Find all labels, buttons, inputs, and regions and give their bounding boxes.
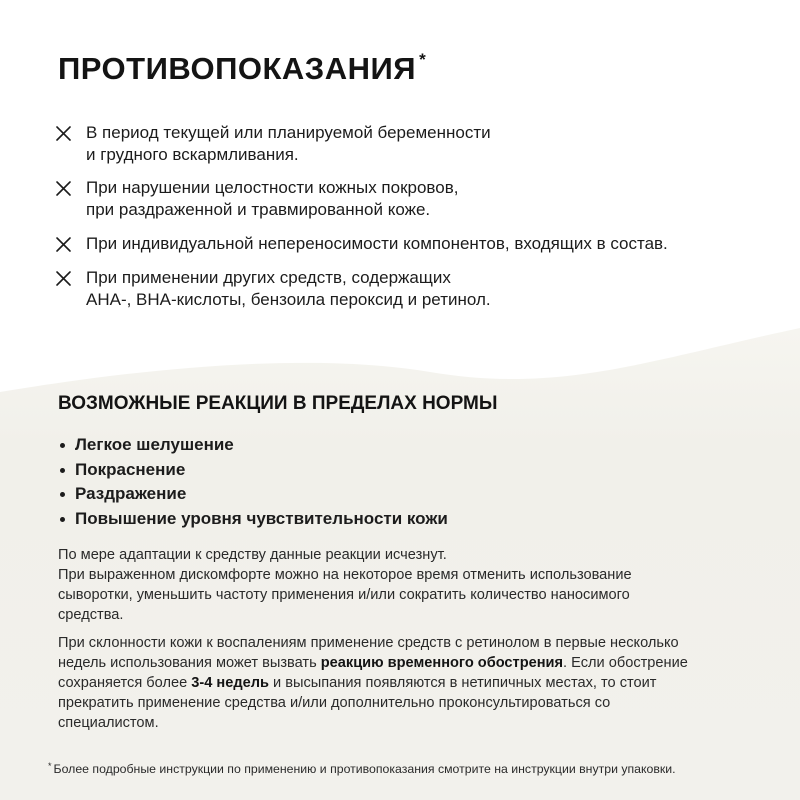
contraindication-text: В период текущей или планируемой беременности bbox=[86, 123, 491, 142]
cross-icon bbox=[55, 125, 72, 142]
contraindication-text: при раздраженной и травмированной коже. bbox=[86, 200, 431, 219]
contraindication-text: При нарушении целостности кожных покровов, bbox=[86, 178, 459, 197]
title-asterisk: * bbox=[419, 50, 427, 69]
reactions-title: ВОЗМОЖНЫЕ РЕАКЦИИ В ПРЕДЕЛАХ НОРМЫ bbox=[58, 393, 498, 414]
contraindication-text: При индивидуальной непереносимости компонентов, входящих в состав. bbox=[86, 234, 668, 253]
contraindications-title: ПРОТИВОПОКАЗАНИЯ * bbox=[58, 50, 427, 86]
adaptation-paragraph: По мере адаптации к средству данные реакции исчезнут. При выраженном дискомфорте можно на некоторое время отменить использование сыворотки, уменьшить частоту применения и/или сократить количество наносимого средства. bbox=[58, 547, 632, 623]
contraindication-item bbox=[54, 267, 774, 311]
bullet-icon bbox=[60, 517, 65, 522]
contraindication-item bbox=[54, 177, 774, 221]
contraindication-text: АНА-, ВНА-кислоты, бензоила пероксид и ретинол. bbox=[86, 290, 491, 309]
footnote-asterisk: * bbox=[48, 761, 52, 771]
retinol-paragraph: При склонности кожи к воспалениям применение средств с ретинолом в первые несколько недель использования может вызвать реакцию временного обострения. Если обострение сохраняется более 3-4 недель и высыпания появляются в нетипичных местах, то стоит прекратить применение средства и/или дополнительно проконсультироваться со специалистом. bbox=[58, 635, 688, 731]
reaction-item: Раздражение bbox=[58, 482, 448, 507]
contraindication-item bbox=[54, 122, 774, 166]
bullet-icon bbox=[60, 443, 65, 448]
contraindications-list bbox=[54, 122, 774, 311]
bold-phrase: реакцию временного обострения bbox=[320, 655, 564, 671]
cross-icon bbox=[55, 270, 72, 287]
reaction-item: Легкое шелушение bbox=[58, 433, 448, 458]
cross-icon bbox=[55, 236, 72, 253]
reactions-list bbox=[58, 433, 448, 531]
bullet-icon bbox=[60, 492, 65, 497]
cross-icon bbox=[55, 180, 72, 197]
bullet-icon bbox=[60, 468, 65, 473]
contraindication-text: При применении других средств, содержащих bbox=[86, 268, 451, 287]
reaction-item: Покраснение bbox=[58, 458, 448, 483]
reaction-item: Повышение уровня чувствительности кожи bbox=[58, 507, 448, 532]
footnote: * Более подробные инструкции по применению и противопоказания смотрите на инструкции внутри упаковки. bbox=[48, 761, 676, 776]
bold-phrase: 3-4 недель bbox=[191, 675, 269, 691]
contraindication-item bbox=[54, 233, 774, 255]
contraindication-text: и грудного вскармливания. bbox=[86, 145, 299, 164]
